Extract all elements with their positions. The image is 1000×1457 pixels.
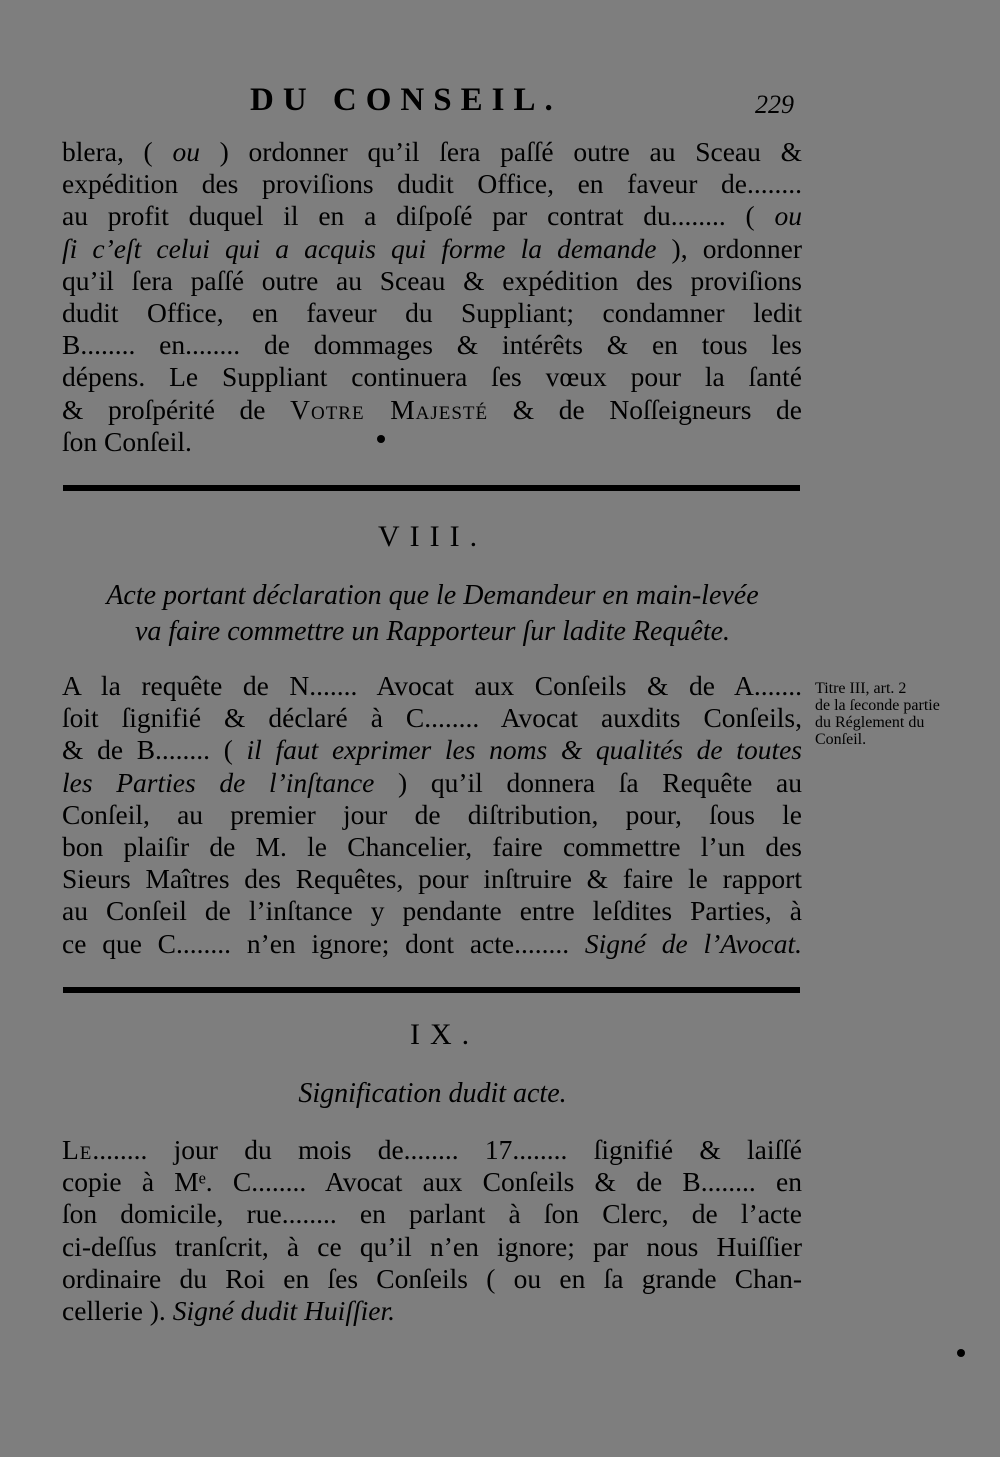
section-numeral-ix: IX.	[410, 1018, 480, 1051]
margin-note-line: du Réglement du	[815, 714, 925, 731]
text-line	[62, 297, 802, 329]
text-line	[62, 799, 802, 831]
section-title-line: Acte portant déclaration que le Demandeur en main-levée	[106, 580, 759, 611]
text-line	[62, 233, 802, 265]
text-line	[62, 734, 802, 766]
italic-run: ou	[172, 136, 200, 167]
text-run: & proſpérité de	[62, 393, 291, 425]
text-run: copie à Mᵉ. C........ Avocat aux Conſeils & de B........ en	[62, 1166, 802, 1198]
italic-run: ou	[774, 200, 802, 232]
text-line	[62, 767, 802, 799]
text-run: qu’il ſera paſſé outre au Sceau & expédition des proviſions	[62, 264, 802, 296]
text-line	[62, 1166, 802, 1198]
text-line	[62, 136, 802, 168]
text-run: ........ jour du mois de........ 17........ ſignifié & laiſſé	[92, 1134, 802, 1165]
text-line	[62, 670, 802, 702]
text-run: bon plaiſir de M. le Chancelier, faire commettre l’un des	[62, 831, 802, 863]
ink-dot	[957, 1349, 965, 1357]
text-run: ſoit ſignifié & déclaré à C........ Avocat auxdits Conſeils,	[62, 702, 802, 734]
paragraph-section-viii	[62, 670, 802, 960]
text-run: dépens. Le Suppliant continuera ſes vœux pour la ſanté	[62, 361, 802, 393]
text-line	[62, 1295, 802, 1327]
text-run: ce que C........ n’en ignore; dont acte........	[62, 927, 585, 959]
paragraph-prev-section	[62, 136, 802, 458]
margin-note	[815, 680, 985, 748]
text-run: ſon Conſeil.	[62, 425, 192, 457]
text-run: cellerie ).	[62, 1295, 173, 1327]
text-run: dudit Office, en faveur du Suppliant; condamner ledit	[62, 297, 802, 329]
text-run: & de B........ (	[62, 734, 247, 766]
text-run: Conſeil, au premier jour de diſtribution, pour, ſous le	[62, 798, 802, 830]
text-run: ), ordonner	[656, 232, 802, 264]
section-divider-rule	[63, 485, 800, 491]
text-line	[62, 702, 802, 734]
text-run: ordinaire du Roi en ſes Conſeils ( ou en ſa grande Chan-	[62, 1262, 802, 1294]
small-caps-run: Votre Majesté	[290, 393, 489, 425]
text-line	[62, 895, 802, 927]
text-run: expédition des proviſions dudit Office, en faveur de........	[62, 168, 802, 200]
text-line	[62, 426, 802, 458]
running-head: DU CONSEIL.	[250, 82, 562, 118]
margin-note-line: Conſeil.	[815, 731, 867, 748]
text-run: ) qu’il donnera ſa Requête au	[374, 766, 802, 798]
section-title-viii	[60, 578, 805, 650]
italic-run: Signé de l’Avocat.	[584, 927, 802, 959]
text-run: & de Noſſeigneurs de	[488, 393, 802, 425]
italic-run: ſi c’eſt celui qui a acquis qui forme la demande	[62, 232, 657, 264]
text-run: A la requête de N....... Avocat aux Conſeils & de A.......	[62, 670, 802, 701]
section-numeral-viii: VIII.	[378, 520, 488, 553]
paragraph-section-ix	[62, 1134, 802, 1327]
text-line	[62, 1231, 802, 1263]
text-line	[62, 831, 802, 863]
text-run: B........ en........ de dommages & intérêts & en tous les	[62, 329, 802, 361]
text-line	[62, 928, 802, 960]
text-line	[62, 265, 802, 297]
margin-note-line: de la ſeconde partie	[815, 697, 940, 714]
small-caps-run: Le	[62, 1134, 93, 1165]
text-run: Sieurs Maîtres des Requêtes, pour inſtruire & faire le rapport	[62, 863, 802, 895]
text-line	[62, 329, 802, 361]
text-run: ci-deſſus tranſcrit, à ce qu’il n’en ignore; par nous Huiſſier	[62, 1230, 802, 1262]
text-line	[62, 863, 802, 895]
italic-run: les Parties de l’inſtance	[62, 766, 375, 798]
italic-run: il faut exprimer les noms & qualités de toutes	[246, 734, 802, 766]
ink-dot	[377, 435, 385, 443]
text-run: blera, (	[62, 136, 173, 167]
margin-note-line: Titre III, art. 2	[815, 680, 907, 697]
text-line	[62, 1198, 802, 1230]
section-title-line: va faire commettre un Rapporteur ſur ladite Requête.	[134, 616, 731, 647]
text-run: ſon domicile, rue........ en parlant à ſon Clerc, de l’acte	[62, 1198, 802, 1230]
text-run: ) ordonner qu’il ſera paſſé outre au Sceau &	[199, 136, 803, 167]
text-line	[62, 1134, 802, 1166]
text-line	[62, 168, 802, 200]
section-title-ix: Signification dudit acte.	[298, 1078, 567, 1109]
page-number: 229	[755, 90, 794, 119]
italic-run: Signé dudit Huiſſier.	[172, 1295, 395, 1327]
section-divider-rule	[63, 987, 800, 993]
text-line	[62, 200, 802, 232]
text-line	[62, 1263, 802, 1295]
text-run: au profit duquel il en a diſpoſé par contrat du........ (	[62, 200, 775, 232]
text-line	[62, 394, 802, 426]
text-line	[62, 361, 802, 393]
text-run: au Conſeil de l’inſtance y pendante entre leſdites Parties, à	[62, 895, 802, 927]
